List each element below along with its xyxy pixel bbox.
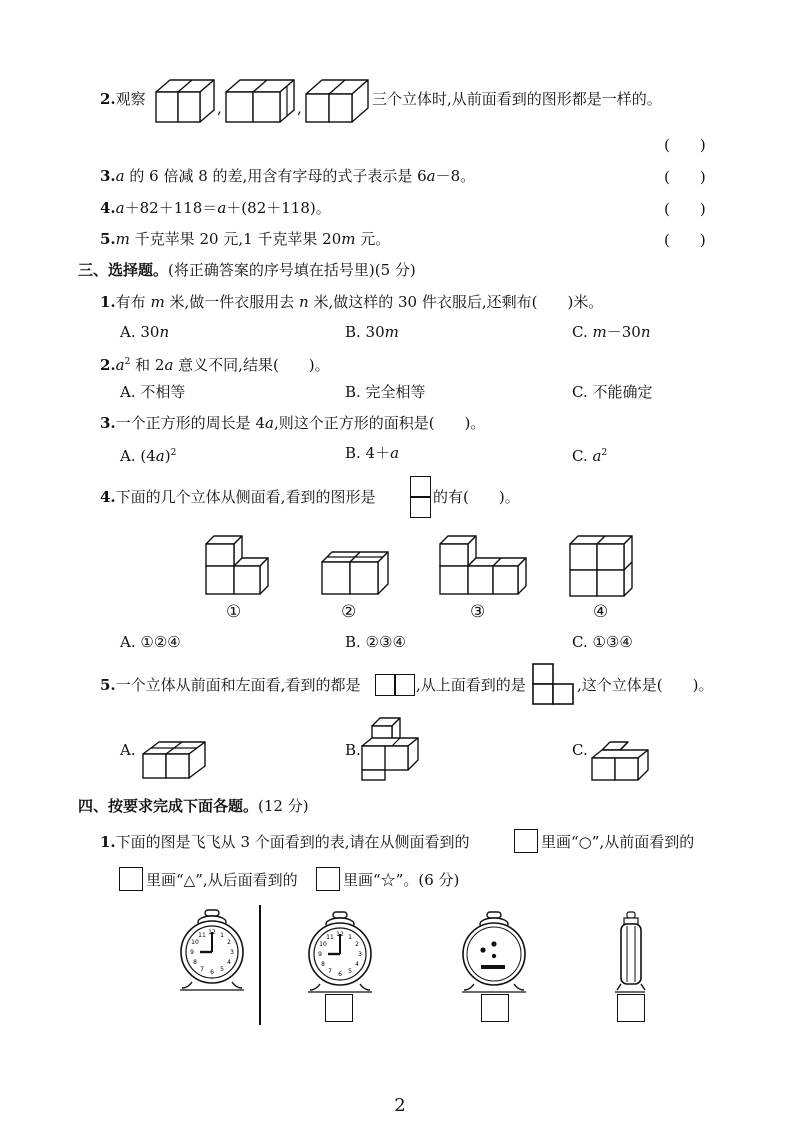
q2-pre: 观察 — [115, 90, 146, 108]
c5-mid-text: ,从上面看到的是 — [416, 676, 526, 694]
c5-question — [100, 675, 360, 695]
c1-c-tail: －30 — [606, 323, 641, 341]
alarm-clock-back-icon — [460, 912, 528, 994]
clock2-n8: 8 — [321, 961, 325, 968]
c1-var-n: n — [299, 293, 309, 311]
alarm-clock-side-icon — [613, 912, 647, 994]
clock1-n7: 7 — [200, 966, 204, 973]
p1-line1 — [100, 832, 470, 852]
c4-solid-4 — [570, 536, 634, 600]
c4-question — [100, 487, 375, 507]
c1-c-var2: n — [640, 323, 651, 341]
c3-a-var: a — [155, 447, 165, 465]
p1-inline-box-side[interactable] — [514, 829, 538, 853]
clock1-n5: 5 — [220, 966, 224, 973]
q5-tail: 元。 — [355, 230, 391, 248]
c5-text: 一个立体从前面和左面看,看到的都是 — [115, 676, 361, 694]
c3-a-tail: ) — [164, 447, 171, 465]
c1-text-c: 米,做这样的 30 件衣服后,还剩布( )米。 — [308, 293, 604, 311]
c3-a-sup: 2 — [170, 448, 177, 458]
p1-text-a: 下面的图是飞飞从 3 个面看到的表,请在从侧面看到的 — [115, 833, 470, 851]
c1-option-a[interactable] — [120, 322, 169, 342]
q3-number: 3. — [100, 167, 116, 185]
c3-question — [100, 413, 485, 433]
section4-note: (12 分) — [258, 797, 309, 815]
c1-question — [100, 292, 603, 312]
p1-number: 1. — [100, 833, 116, 851]
c1-option-b[interactable] — [345, 322, 399, 342]
clock2-n11: 11 — [326, 934, 334, 941]
clock1-n12: 12 — [208, 929, 216, 936]
c3-c-var: a — [592, 447, 602, 465]
p1-text-b: 里画“○”,从前面看到的 — [541, 833, 695, 851]
q3-line — [100, 166, 475, 186]
c3-option-a[interactable] — [120, 443, 176, 466]
clock1-n10: 10 — [191, 939, 199, 946]
q5-number: 5. — [100, 230, 116, 248]
c3-var: a — [264, 414, 274, 432]
clock1-n9: 9 — [190, 949, 194, 956]
clock2-n1: 1 — [348, 934, 352, 941]
clock1-n3: 3 — [230, 949, 234, 956]
c3-b-label: B. 4＋ — [345, 444, 391, 462]
p1-inline-box-back[interactable] — [316, 867, 340, 891]
alarm-clock-reference-icon — [178, 908, 246, 992]
c1-c-label: C. — [572, 323, 593, 341]
clock2-n5: 5 — [348, 968, 352, 975]
c4-side-view-divider — [410, 496, 431, 498]
section3-title: 三、选择题。 — [78, 261, 169, 279]
c3-text: 一个正方形的周长是 4 — [115, 414, 265, 432]
clock2-n3: 3 — [358, 951, 362, 958]
q3-var: a — [115, 167, 125, 185]
q4-tail: ＋(82＋118)。 — [226, 199, 331, 217]
clock2-n12: 12 — [336, 931, 344, 938]
c2-option-a[interactable]: A. 不相等 — [120, 383, 186, 401]
c2-option-b[interactable]: B. 完全相等 — [345, 383, 426, 401]
section4-title: 四、按要求完成下面各题。 — [78, 797, 259, 815]
q5-text: 千克苹果 20 元,1 千克苹果 20 — [129, 230, 342, 248]
c3-b-var: a — [390, 444, 400, 462]
c5-option-c[interactable]: C. — [572, 741, 588, 759]
q4-line — [100, 198, 331, 218]
section3-note: (将正确答案的序号填在括号里)(5 分) — [168, 261, 416, 279]
q2-solid-3 — [306, 80, 370, 124]
q5-var: m — [115, 230, 130, 248]
clock1-n6: 6 — [210, 969, 214, 976]
clock1-n11: 11 — [198, 932, 206, 939]
q3-answer-paren[interactable]: ( ) — [664, 168, 706, 186]
q4-number: 4. — [100, 199, 116, 217]
q5-var2: m — [341, 230, 356, 248]
c2-number: 2. — [100, 356, 116, 374]
c4-number: 4. — [100, 488, 116, 506]
c2-sup: 2 — [124, 357, 131, 367]
c1-text-b: 米,做一件衣服用去 — [164, 293, 299, 311]
p1-text-c: 里画“△”,从后面看到的 — [146, 871, 298, 889]
c4-label-2: ② — [341, 602, 357, 622]
clock1-n2: 2 — [227, 939, 231, 946]
c3-tail: ,则这个正方形的面积是( )。 — [273, 414, 486, 432]
c1-c-var: m — [592, 323, 607, 341]
c5-solid-c — [592, 742, 648, 782]
q2-answer-paren[interactable]: ( ) — [664, 136, 706, 154]
c2-tail: 意义不同,结果( )。 — [173, 356, 330, 374]
c4-option-c[interactable]: C. ①③④ — [572, 633, 633, 651]
q2-sep2: , — [297, 99, 302, 117]
q5-answer-paren[interactable]: ( ) — [664, 231, 706, 249]
c3-option-c[interactable] — [572, 443, 607, 466]
section3-heading — [78, 260, 416, 280]
c1-a-label: A. 30 — [120, 323, 160, 341]
q2-solid-1 — [156, 80, 216, 124]
q4-var: a — [115, 199, 125, 217]
clock2-n4: 4 — [355, 961, 359, 968]
clock1-n8: 8 — [193, 959, 197, 966]
q2-sep1: , — [217, 99, 222, 117]
c1-var-m: m — [150, 293, 165, 311]
c1-text-a: 有布 — [115, 293, 151, 311]
page-number: 2 — [394, 1095, 406, 1116]
clock-divider-line — [259, 905, 261, 1025]
c4-option-b[interactable]: B. ②③④ — [345, 633, 406, 651]
c1-option-c[interactable] — [572, 322, 650, 342]
q2-text: 三个立体时,从前面看到的图形都是一样的。 — [372, 90, 662, 108]
c5-tail: ,这个立体是( )。 — [577, 676, 714, 694]
c4-label-1: ① — [226, 602, 242, 622]
c2-text: 和 2 — [130, 356, 165, 374]
c4-solid-1 — [206, 536, 268, 598]
c2-option-c[interactable]: C. 不能确定 — [572, 383, 653, 401]
c5-top-view-shape — [533, 664, 575, 706]
section4-heading — [78, 796, 309, 816]
answer-box-back[interactable] — [481, 994, 509, 1022]
clock1-n1: 1 — [220, 932, 224, 939]
clock2-n6: 6 — [338, 971, 342, 978]
c1-a-var: n — [159, 323, 170, 341]
q3-var2: a — [426, 167, 436, 185]
c3-a-label: A. (4 — [120, 447, 156, 465]
alarm-clock-front-icon — [306, 912, 374, 994]
q2-line — [100, 89, 146, 109]
q2-solid-2 — [226, 80, 296, 124]
c3-option-b[interactable] — [345, 443, 399, 463]
q2-number: 2. — [100, 90, 116, 108]
c5-solid-a — [143, 740, 205, 780]
c2-var2: a — [164, 356, 174, 374]
c5-front-view-divider — [394, 674, 396, 696]
c2-question — [100, 352, 330, 375]
c1-b-var: m — [384, 323, 399, 341]
c3-number: 3. — [100, 414, 116, 432]
c3-c-label: C. — [572, 447, 593, 465]
c4-text: 下面的几个立体从侧面看,看到的图形是 — [115, 488, 376, 506]
c2-var: a — [115, 356, 125, 374]
c4-solid-3 — [440, 536, 526, 598]
c4-label-4: ④ — [593, 602, 609, 622]
clock2-n10: 10 — [319, 941, 327, 948]
c4-option-a[interactable]: A. ①②④ — [120, 633, 181, 651]
clock2-n2: 2 — [355, 941, 359, 948]
q5-line — [100, 229, 390, 249]
q3-tail: －8。 — [435, 167, 476, 185]
c3-c-sup: 2 — [601, 448, 608, 458]
clock1-n4: 4 — [227, 959, 231, 966]
clock2-n7: 7 — [328, 968, 332, 975]
answer-box-front[interactable] — [325, 994, 353, 1022]
q4-var2: a — [217, 199, 227, 217]
c1-number: 1. — [100, 293, 116, 311]
c4-label-3: ③ — [470, 602, 486, 622]
q4-answer-paren[interactable]: ( ) — [664, 200, 706, 218]
c5-number: 5. — [100, 676, 116, 694]
answer-box-side[interactable] — [617, 994, 645, 1022]
c5-option-a[interactable]: A. — [120, 741, 136, 759]
c1-b-label: B. 30 — [345, 323, 385, 341]
p1-text-d: 里画“☆”。(6 分) — [343, 871, 460, 889]
clock2-n9: 9 — [318, 951, 322, 958]
c5-solid-b — [362, 716, 418, 782]
q4-text: ＋82＋118＝ — [124, 199, 218, 217]
c5-option-b[interactable]: B. — [345, 741, 361, 759]
p1-inline-box-front[interactable] — [119, 867, 143, 891]
c4-tail: 的有( )。 — [433, 488, 520, 506]
c4-solid-2 — [322, 550, 390, 600]
q3-text: 的 6 倍减 8 的差,用含有字母的式子表示是 6 — [124, 167, 427, 185]
